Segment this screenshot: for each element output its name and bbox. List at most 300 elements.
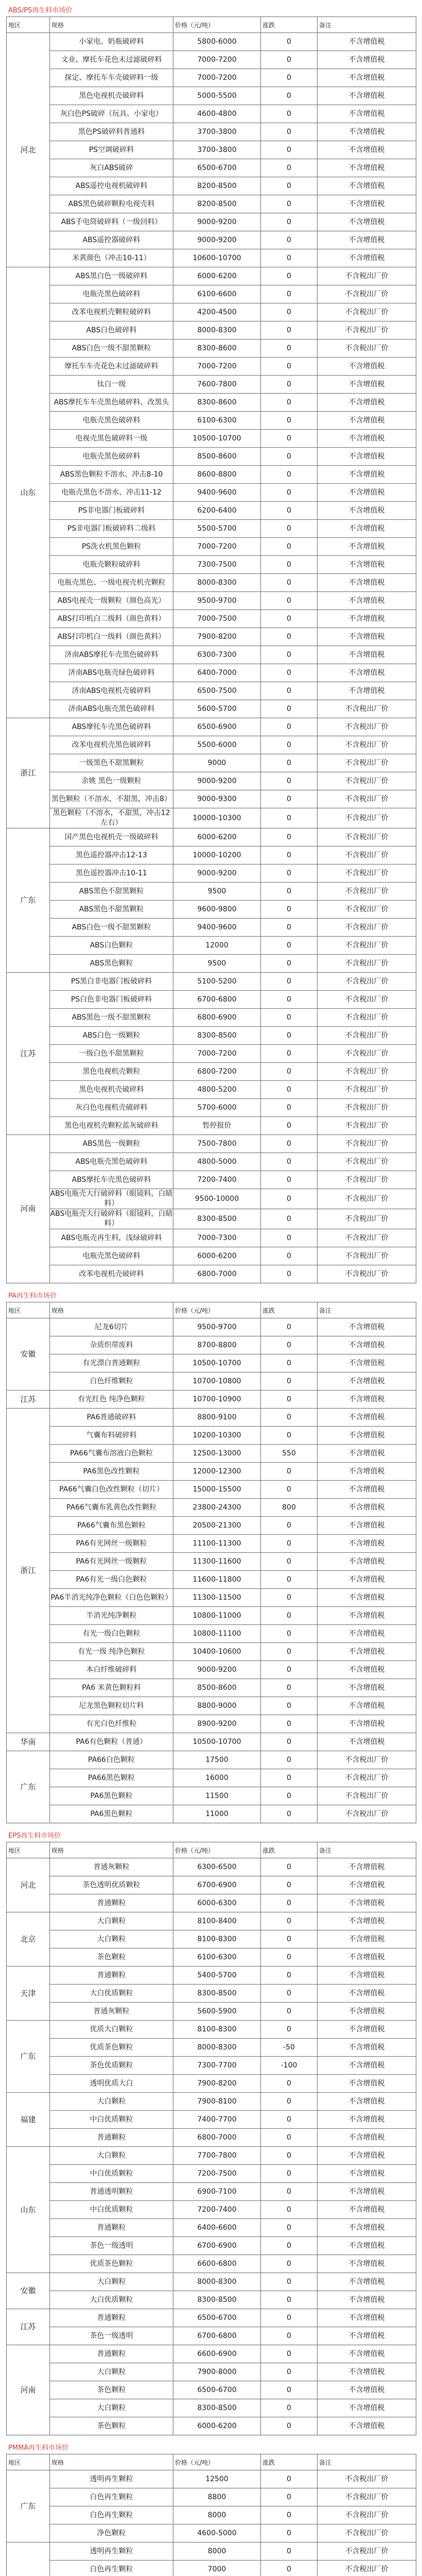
note-cell: 不含增值税 <box>318 1409 416 1427</box>
table-row <box>7 1171 416 1189</box>
note-cell: 不含增值税 <box>318 592 416 610</box>
spec-cell: ABS黑色一级不甜黑颗粒 <box>50 1009 173 1027</box>
change-cell: 0 <box>261 1427 318 1445</box>
change-cell: 0 <box>261 448 318 466</box>
table-row <box>7 285 416 303</box>
note-cell: 不含增值税 <box>318 1589 416 1607</box>
price-cell: 8300-8500 <box>173 1209 261 1229</box>
table-row <box>7 574 416 592</box>
spec-cell: 本白纤维破碎料 <box>50 1661 173 1679</box>
table-row <box>7 700 416 718</box>
spec-cell: 茶色优质颗粒 <box>50 2057 173 2075</box>
note-cell: 不含税出厂价 <box>318 340 416 358</box>
change-cell: 0 <box>261 267 318 285</box>
spec-cell: 有光一级白色颗粒 <box>50 1625 173 1643</box>
table-row <box>7 51 416 69</box>
note-cell: 不含增值税 <box>318 2201 416 2219</box>
change-cell: 0 <box>261 790 318 808</box>
note-cell: 不含增值税 <box>318 1948 416 1967</box>
price-cell: 8800-9000 <box>173 1697 261 1715</box>
price-section <box>6 2443 416 2576</box>
price-cell: 6100-6300 <box>173 412 261 430</box>
price-cell: 6000-6200 <box>173 828 261 846</box>
table-row <box>7 2075 416 2093</box>
table-row <box>7 484 416 502</box>
spec-cell: ABS电瓶壳大行破碎料（眼镜料，白睛料） <box>50 1189 173 1209</box>
spec-cell: PS黑白非电器门板破碎料 <box>50 973 173 991</box>
change-cell: 0 <box>261 2165 318 2183</box>
change-cell: 0 <box>261 1625 318 1643</box>
note-cell: 不含增值税 <box>318 610 416 628</box>
price-cell: 8000 <box>173 2543 261 2561</box>
note-cell: 不含税出厂价 <box>318 991 416 1009</box>
price-cell: 8200-8500 <box>173 195 261 213</box>
table-row <box>7 1229 416 1247</box>
change-cell: 0 <box>261 2381 318 2399</box>
spec-cell: 优质茶色颗粒 <box>50 2039 173 2057</box>
change-cell: 0 <box>261 2273 318 2291</box>
change-cell: 0 <box>261 2129 318 2147</box>
spec-cell: PA6有光网丝一级颗粒 <box>50 1553 173 1571</box>
change-cell: 0 <box>261 1372 318 1391</box>
spec-cell: 黑色遥控器冲击12-13 <box>50 846 173 865</box>
spec-cell: 茶色颗粒 <box>50 1948 173 1967</box>
region-cell: 安徽 <box>7 1318 50 1391</box>
table-row <box>7 1463 416 1481</box>
change-cell: 0 <box>261 2327 318 2345</box>
table-row <box>7 2381 416 2399</box>
spec-cell: 普通颗粒 <box>50 1967 173 1985</box>
region-cell: 福建 <box>7 2093 50 2147</box>
region-cell: 安徽 <box>7 2273 50 2309</box>
change-cell: 0 <box>261 195 318 213</box>
note-cell: 不含增值税 <box>318 123 416 141</box>
change-cell: 0 <box>261 2201 318 2219</box>
note-cell: 不含增值税 <box>318 1661 416 1679</box>
price-cell: 9000-9200 <box>173 213 261 231</box>
price-cell: 9400-9600 <box>173 484 261 502</box>
note-cell: 不含增值税 <box>318 1679 416 1697</box>
note-cell: 不含税出厂价 <box>318 1189 416 1209</box>
table-row <box>7 249 416 267</box>
change-cell: 0 <box>261 2309 318 2327</box>
table-row <box>7 1751 416 1769</box>
table-row <box>7 1427 416 1445</box>
region-cell: 河南 <box>7 2345 50 2435</box>
note-cell: 不含增值税 <box>318 1517 416 1535</box>
price-cell: 8800 <box>173 2488 261 2506</box>
table-row <box>7 430 416 448</box>
change-cell: 0 <box>261 1336 318 1354</box>
spec-cell: PA66气囊布乳黄色改性颗粒 <box>50 1499 173 1517</box>
table-row <box>7 1189 416 1209</box>
note-cell: 不含增值税 <box>318 1985 416 2003</box>
table-row <box>7 2506 416 2524</box>
spec-cell: 优质大白颗粒 <box>50 2021 173 2039</box>
spec-cell: 灰白色PS破碎（玩具、小家电） <box>50 105 173 123</box>
note-cell: 不含增值税 <box>318 1894 416 1912</box>
price-cell: 5600-5900 <box>173 2003 261 2021</box>
note-cell: 不含增值税 <box>318 1625 416 1643</box>
change-cell: 0 <box>261 1948 318 1967</box>
note-cell: 不含税出厂价 <box>318 1751 416 1769</box>
price-cell: 7900-8200 <box>173 2075 261 2093</box>
note-cell: 不含增值税 <box>318 1318 416 1336</box>
change-cell: 0 <box>261 574 318 592</box>
change-cell: 0 <box>261 1391 318 1409</box>
change-cell: 0 <box>261 123 318 141</box>
spec-cell: 电视壳黑色破碎料一级 <box>50 430 173 448</box>
region-cell: 山东 <box>7 267 50 718</box>
price-cell: 10400-10600 <box>173 1643 261 1661</box>
spec-cell: PS洗衣机黑色颗粒 <box>50 538 173 556</box>
change-cell: 0 <box>261 1099 318 1117</box>
table-row <box>7 1409 416 1427</box>
change-cell: 0 <box>261 2488 318 2506</box>
change-cell: 0 <box>261 955 318 973</box>
note-cell: 不含税出厂价 <box>318 2488 416 2506</box>
spec-cell: ABS黑色破碎颗粒电视壳料 <box>50 195 173 213</box>
spec-cell: ABS摩托车车壳黑色破碎料、改黑头 <box>50 394 173 412</box>
spec-cell: 大白颗粒 <box>50 2147 173 2165</box>
price-cell: 8900-9200 <box>173 1715 261 1733</box>
price-cell: 8300-8600 <box>173 394 261 412</box>
table-row <box>7 33 416 51</box>
price-cell: 10500-10700 <box>173 430 261 448</box>
price-table <box>6 1302 416 1823</box>
spec-cell: 电瓶壳黑色破碎料 <box>50 1247 173 1265</box>
price-cell: 8100-8300 <box>173 1930 261 1948</box>
price-cell: 4800-5000 <box>173 1153 261 1171</box>
spec-cell: 白色再生颗粒 <box>50 2488 173 2506</box>
change-cell: 0 <box>261 502 318 520</box>
change-cell: 0 <box>261 538 318 556</box>
note-cell: 不含增值税 <box>318 1733 416 1751</box>
note-cell: 不含增值税 <box>318 628 416 646</box>
table-row <box>7 2399 416 2417</box>
change-cell: 0 <box>261 2147 318 2165</box>
price-cell: 10000-10200 <box>173 846 261 865</box>
note-cell: 不含增值税 <box>318 2075 416 2093</box>
change-cell: 0 <box>261 340 318 358</box>
price-cell: 7900-8100 <box>173 2093 261 2111</box>
spec-cell: ABS打印机白一级料（颜色黄料） <box>50 628 173 646</box>
change-cell: 0 <box>261 1517 318 1535</box>
note-cell: 不含增值税 <box>318 1391 416 1409</box>
spec-cell: ABS白色颗粒 <box>50 937 173 955</box>
price-cell: 8700-8800 <box>173 1336 261 1354</box>
note-cell: 不含增值税 <box>318 394 416 412</box>
table-row <box>7 556 416 574</box>
table-row <box>7 2488 416 2506</box>
change-cell: 0 <box>261 1009 318 1027</box>
change-cell: 0 <box>261 1481 318 1499</box>
table-row <box>7 1354 416 1372</box>
change-cell: 0 <box>261 1171 318 1189</box>
table-row <box>7 2363 416 2381</box>
spec-cell: 半消光纯净颗粒 <box>50 1607 173 1625</box>
price-cell: 6600-6800 <box>173 2255 261 2273</box>
note-cell: 不含增值税 <box>318 1607 416 1625</box>
note-cell: 不含税出厂价 <box>318 1045 416 1063</box>
table-row <box>7 376 416 394</box>
note-cell: 不含税出厂价 <box>318 1063 416 1081</box>
change-cell: 0 <box>261 1876 318 1894</box>
spec-cell: 大白颗粒 <box>50 2399 173 2417</box>
change-cell: 0 <box>261 1985 318 2003</box>
spec-cell: PA6普通破碎料 <box>50 1409 173 1427</box>
price-cell: 8300-8500 <box>173 1985 261 2003</box>
change-cell: 0 <box>261 1553 318 1571</box>
spec-cell: 黑色颗粒（不溶水，不甜黑，冲击8） <box>50 790 173 808</box>
note-cell: 不含增值税 <box>318 231 416 249</box>
spec-cell: ABS电瓶壳再生料，浅绿破碎料 <box>50 1229 173 1247</box>
change-cell: 0 <box>261 1967 318 1985</box>
table-row <box>7 2003 416 2021</box>
price-cell: 20500-21300 <box>173 1517 261 1535</box>
column-header: 价格（元/吨） <box>173 17 261 33</box>
note-cell: 不含增值税 <box>318 2399 416 2417</box>
table-row <box>7 2183 416 2201</box>
table-row <box>7 1499 416 1517</box>
region-cell: 广东 <box>7 2470 50 2543</box>
table-row <box>7 2237 416 2255</box>
price-table <box>6 1842 416 2435</box>
price-cell: 6700-6900 <box>173 1876 261 1894</box>
price-cell: 6600-6900 <box>173 2345 261 2363</box>
change-cell: 800 <box>261 1499 318 1517</box>
price-cell: 3700-3800 <box>173 123 261 141</box>
spec-cell: PA66气囊布黑色颗粒 <box>50 1517 173 1535</box>
table-row <box>7 790 416 808</box>
change-cell: 0 <box>261 1589 318 1607</box>
table-row <box>7 736 416 754</box>
table-row <box>7 1481 416 1499</box>
price-cell: 12000-12300 <box>173 1463 261 1481</box>
price-cell: 8600-8800 <box>173 466 261 484</box>
table-row <box>7 828 416 846</box>
change-cell: 0 <box>261 1751 318 1769</box>
price-cell: 6900-7100 <box>173 2183 261 2201</box>
change-cell: 0 <box>261 1643 318 1661</box>
change-cell: 0 <box>261 231 318 249</box>
table-row <box>7 2039 416 2057</box>
note-cell: 不含增值税 <box>318 502 416 520</box>
note-cell: 不含增值税 <box>318 141 416 159</box>
spec-cell: 中白优质颗粒 <box>50 2201 173 2219</box>
table-row <box>7 321 416 340</box>
change-cell: 0 <box>261 1697 318 1715</box>
price-cell: 9600-9800 <box>173 901 261 919</box>
price-cell: 4200-4500 <box>173 303 261 321</box>
note-cell: 不含增值税 <box>318 2291 416 2309</box>
table-row <box>7 123 416 141</box>
note-cell: 不含税出厂价 <box>318 808 416 828</box>
spec-cell: ABS黑色颗粒 <box>50 955 173 973</box>
change-cell: 0 <box>261 2363 318 2381</box>
price-cell: 7300-7700 <box>173 2057 261 2075</box>
change-cell: 0 <box>261 2255 318 2273</box>
price-cell: 7000-7200 <box>173 69 261 87</box>
spec-cell: 黑色电视机壳颗粒 <box>50 1063 173 1081</box>
spec-cell: PS非电器门板破碎料二级料 <box>50 520 173 538</box>
change-cell: 0 <box>261 1930 318 1948</box>
note-cell: 不含税出厂价 <box>318 1171 416 1189</box>
table-row <box>7 973 416 991</box>
table-row <box>7 2291 416 2309</box>
table-row <box>7 991 416 1009</box>
change-cell: 0 <box>261 1318 318 1336</box>
table-row <box>7 628 416 646</box>
note-cell: 不含增值税 <box>318 664 416 682</box>
change-cell: 0 <box>261 1265 318 1283</box>
price-cell: 5500-5700 <box>173 520 261 538</box>
spec-cell: PA66气囊布溶液白色颗粒 <box>50 1445 173 1463</box>
change-cell: 0 <box>261 973 318 991</box>
note-cell: 不含税出厂价 <box>318 267 416 285</box>
spec-cell: 黑色颗粒（不溶水，不甜黑，冲击12左右） <box>50 808 173 828</box>
price-cell: 9500-9700 <box>173 592 261 610</box>
price-cell: 9500-9700 <box>173 1318 261 1336</box>
note-cell: 不含增值税 <box>318 1697 416 1715</box>
price-cell: 12000 <box>173 937 261 955</box>
change-cell: 0 <box>261 808 318 828</box>
spec-cell: 灰白色电视机壳破碎料 <box>50 1099 173 1117</box>
region-cell: 华南 <box>7 1733 50 1751</box>
change-cell: 0 <box>261 736 318 754</box>
change-cell: 0 <box>261 991 318 1009</box>
spec-cell: 济南ABS电瓶壳黑色破碎料 <box>50 700 173 718</box>
change-cell: 0 <box>261 592 318 610</box>
price-cell: 7900-8200 <box>173 628 261 646</box>
change-cell: 0 <box>261 1229 318 1247</box>
region-cell: 广东 <box>7 828 50 973</box>
change-cell: 0 <box>261 321 318 340</box>
spec-cell: 茶色一级透明 <box>50 2327 173 2345</box>
spec-cell: 改苯电视机壳破碎料 <box>50 1265 173 1283</box>
change-cell: 0 <box>261 1063 318 1081</box>
table-row <box>7 1589 416 1607</box>
change-cell: 0 <box>261 1912 318 1930</box>
price-cell: 9000-9200 <box>173 865 261 883</box>
region-cell: 河北 <box>7 1858 50 1912</box>
note-cell: 不含税出厂价 <box>318 1117 416 1135</box>
table-row <box>7 1625 416 1643</box>
note-cell: 不含增值税 <box>318 646 416 664</box>
note-cell: 不含税出厂价 <box>318 303 416 321</box>
table-row <box>7 1607 416 1625</box>
change-cell: 0 <box>261 1769 318 1787</box>
change-cell: 0 <box>261 883 318 901</box>
change-cell: 0 <box>261 901 318 919</box>
note-cell: 不含增值税 <box>318 520 416 538</box>
price-cell: 5500-6000 <box>173 736 261 754</box>
price-cell: 9000-9200 <box>173 231 261 249</box>
note-cell: 不含增值税 <box>318 2327 416 2345</box>
note-cell: 不含增值税 <box>318 213 416 231</box>
change-cell: 0 <box>261 2417 318 2435</box>
price-document <box>6 5 416 2576</box>
note-cell: 不含增值税 <box>318 195 416 213</box>
spec-cell: ABS白色一级不甜黑颗粒 <box>50 919 173 937</box>
note-cell: 不含增值税 <box>318 105 416 123</box>
price-cell: 6100-6600 <box>173 285 261 303</box>
note-cell: 不含税出厂价 <box>318 1135 416 1153</box>
spec-cell: 白色纤维颗粒 <box>50 1372 173 1391</box>
price-cell: 5600-5700 <box>173 700 261 718</box>
table-row <box>7 1209 416 1229</box>
change-cell: 0 <box>261 2345 318 2363</box>
spec-cell: 黑色遥控器冲击10-11 <box>50 865 173 883</box>
change-cell: 0 <box>261 430 318 448</box>
column-header: 地区 <box>7 1842 50 1858</box>
spec-cell: 济南ABS电视机壳破碎料 <box>50 682 173 700</box>
table-row <box>7 1318 416 1336</box>
note-cell: 不含增值税 <box>318 556 416 574</box>
change-cell: 0 <box>261 610 318 628</box>
change-cell: 0 <box>261 87 318 105</box>
price-cell: 8200-8500 <box>173 177 261 195</box>
note-cell: 不含税出厂价 <box>318 1247 416 1265</box>
table-row <box>7 1769 416 1787</box>
note-cell: 不含税出厂价 <box>318 2506 416 2524</box>
spec-cell: 小家电、奶瓶破碎料 <box>50 33 173 51</box>
note-cell: 不含税出厂价 <box>318 2561 416 2576</box>
table-row <box>7 2309 416 2327</box>
change-cell: 0 <box>261 1679 318 1697</box>
price-cell: 10800-11100 <box>173 1625 261 1643</box>
note-cell: 不含税出厂价 <box>318 285 416 303</box>
table-row <box>7 1858 416 1876</box>
table-row <box>7 105 416 123</box>
note-cell: 不含增值税 <box>318 2309 416 2327</box>
price-cell: 9500-10000 <box>173 1189 261 1209</box>
note-cell: 不含增值税 <box>318 466 416 484</box>
note-cell: 不含税出厂价 <box>318 901 416 919</box>
spec-cell: 国产黑色电视机壳一级破碎料 <box>50 828 173 846</box>
column-header: 涨跌 <box>261 2454 318 2470</box>
spec-cell: 白色再生颗粒 <box>50 2561 173 2576</box>
table-row <box>7 195 416 213</box>
price-cell: 6400-6600 <box>173 2219 261 2237</box>
note-cell: 不含增值税 <box>318 2183 416 2201</box>
spec-cell: 大白颗粒 <box>50 1930 173 1948</box>
spec-cell: ABS手电筒破碎料（一级回料） <box>50 213 173 231</box>
note-cell: 不含税出厂价 <box>318 1769 416 1787</box>
table-row <box>7 159 416 177</box>
spec-cell: 茶色颗粒 <box>50 2417 173 2435</box>
spec-cell: 有光一级 纯净色颗粒 <box>50 1643 173 1661</box>
table-row <box>7 1445 416 1463</box>
table-row <box>7 1336 416 1354</box>
note-cell: 不含税出厂价 <box>318 865 416 883</box>
change-cell: 0 <box>261 2291 318 2309</box>
spec-cell: ABS白色破碎料 <box>50 321 173 340</box>
change-cell: 0 <box>261 303 318 321</box>
column-header: 规格 <box>50 17 173 33</box>
table-row <box>7 2093 416 2111</box>
price-cell: 6000-6200 <box>173 267 261 285</box>
change-cell: 0 <box>261 1247 318 1265</box>
change-cell: 0 <box>261 159 318 177</box>
note-cell: 不含税出厂价 <box>318 955 416 973</box>
note-cell: 不含增值税 <box>318 1463 416 1481</box>
region-cell <box>7 2543 50 2576</box>
column-header: 价格（元/吨） <box>173 2454 261 2470</box>
table-row <box>7 1930 416 1948</box>
change-cell: 0 <box>261 69 318 87</box>
price-cell: 5700-6000 <box>173 1099 261 1117</box>
